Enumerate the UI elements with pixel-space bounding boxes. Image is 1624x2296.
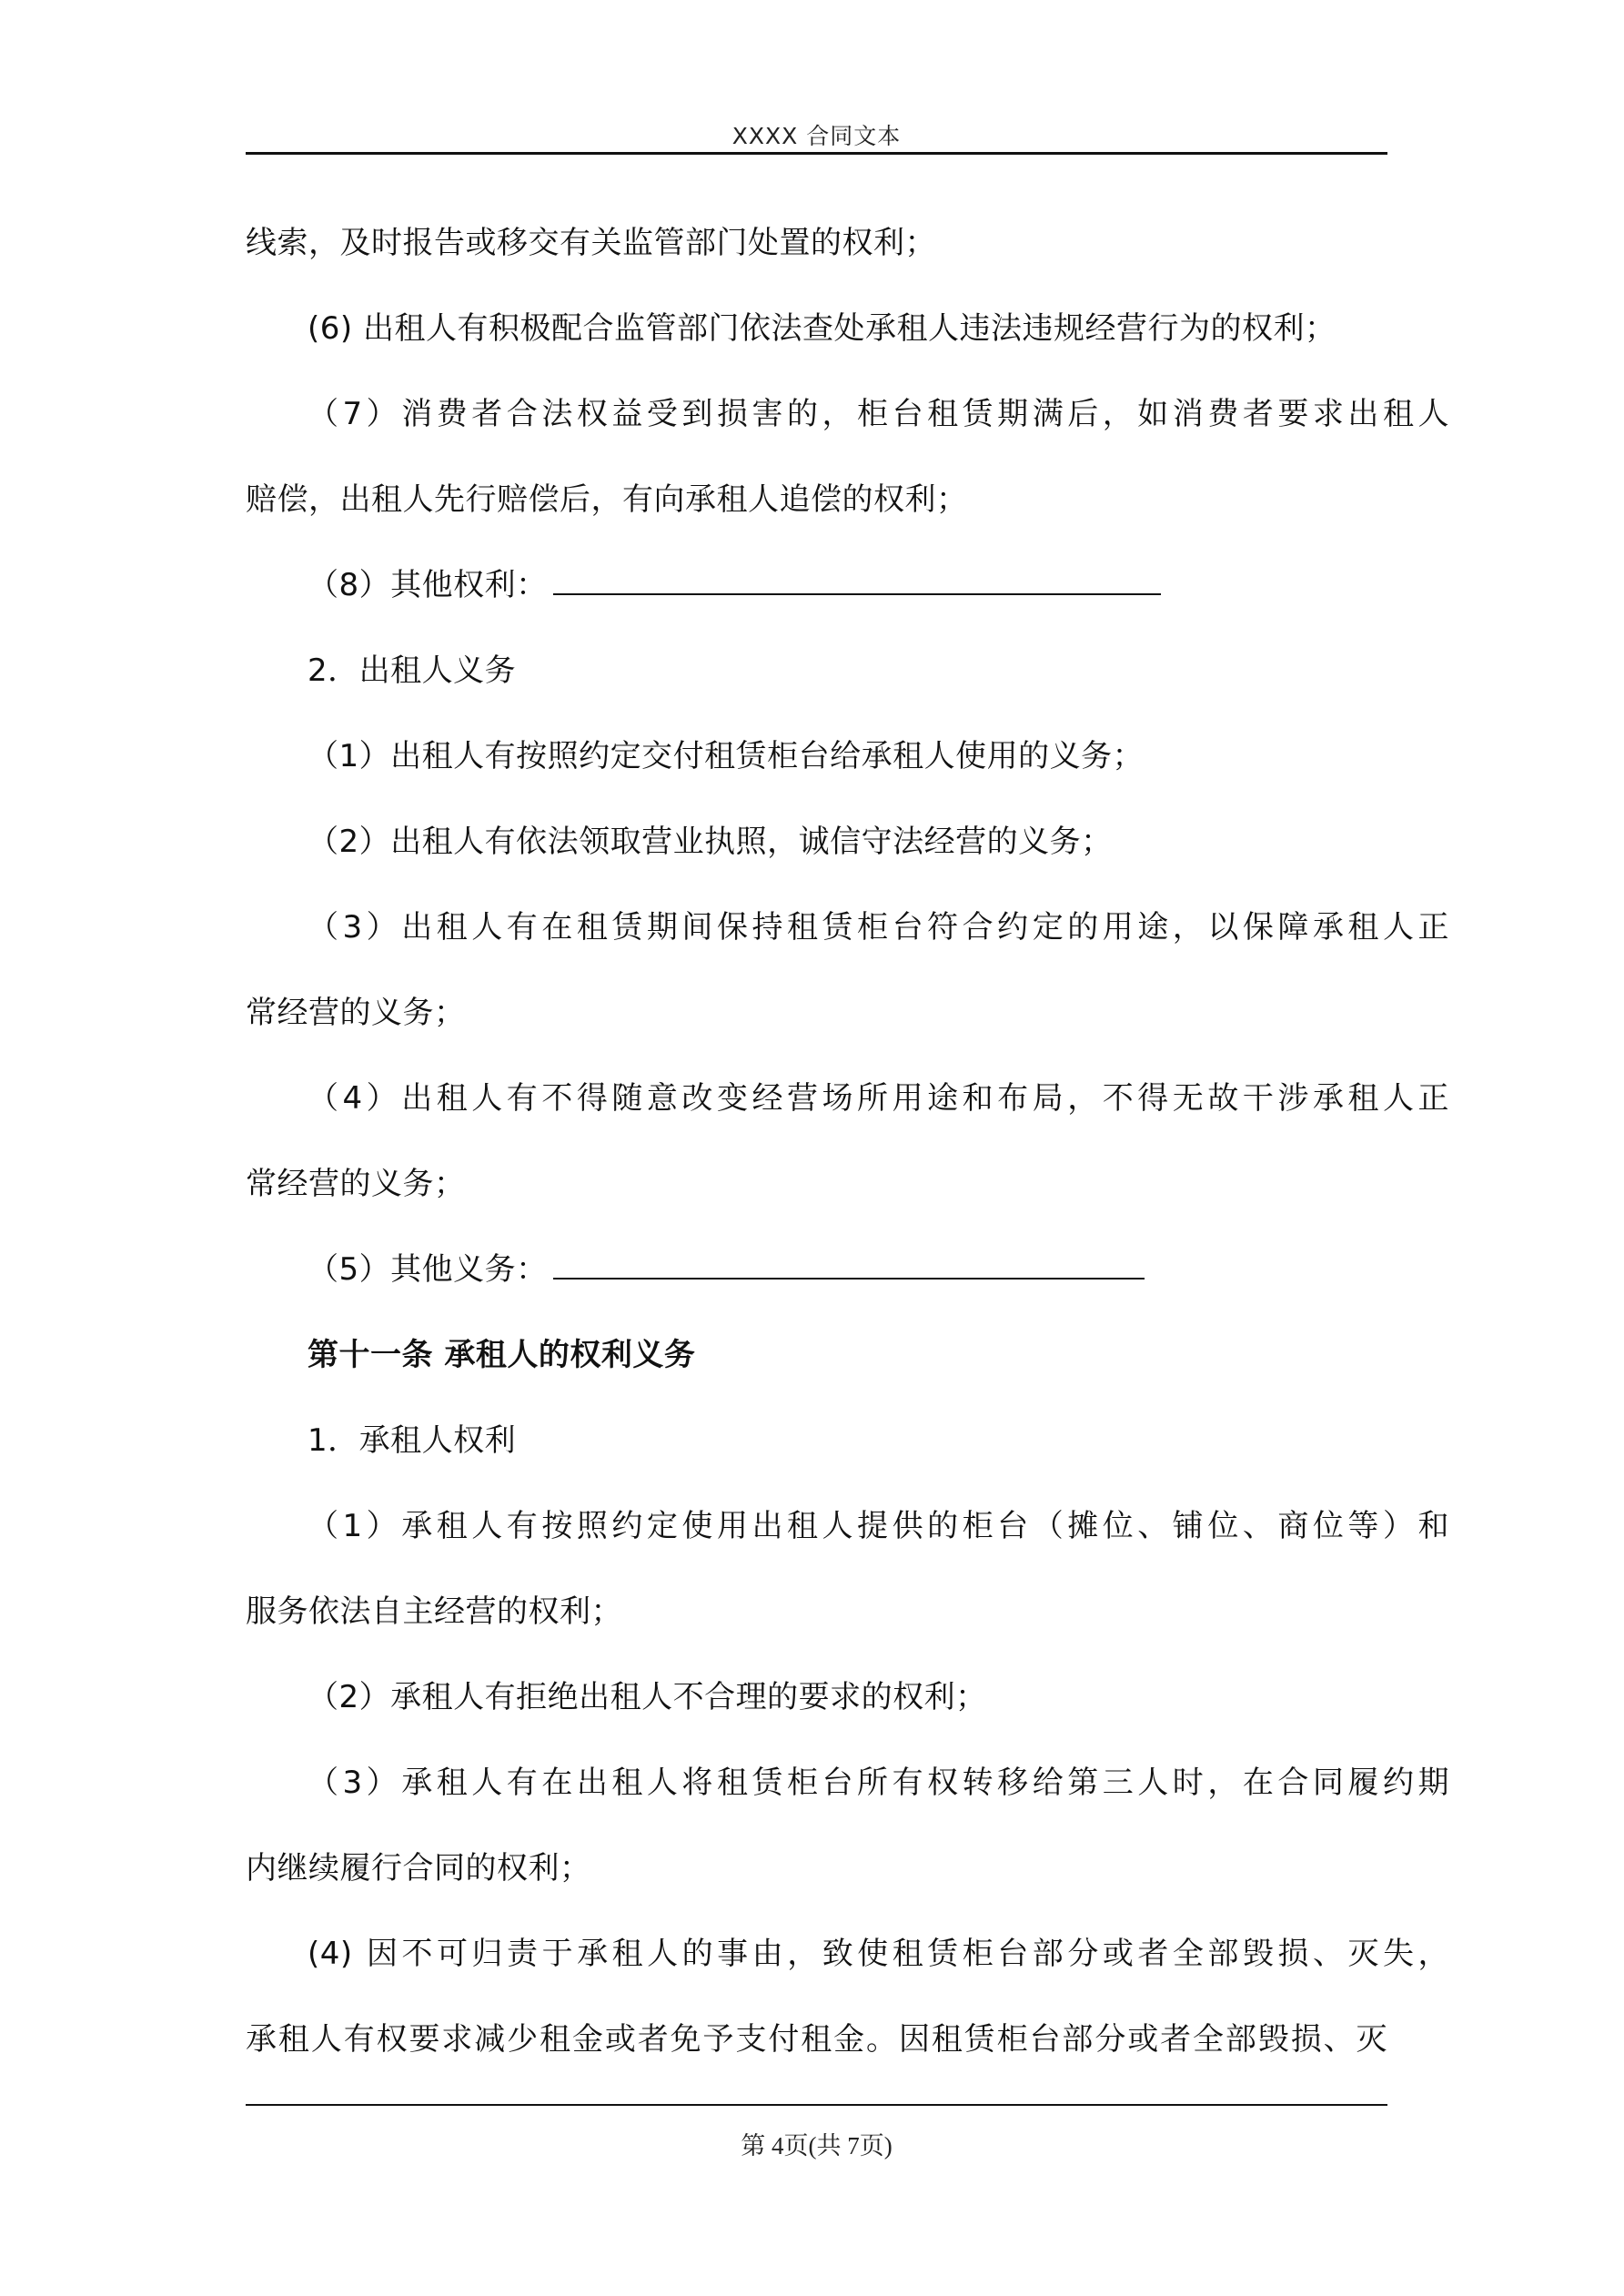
fill-in-blank-other-rights[interactable]: [553, 568, 1161, 595]
page-number: 第 4页(共 7页): [741, 2132, 893, 2159]
paragraph-line: 赔偿，出租人先行赔偿后，有向承租人追偿的权利；: [246, 481, 968, 518]
footer-divider: [246, 2104, 1387, 2106]
header-divider: [246, 152, 1387, 155]
clause-lessee-right-4: (4) 因不可归责于承租人的事由，致使租赁柜台部分或者全部毁损、灭失，: [308, 1936, 1449, 1972]
paragraph-line: 内继续履行合同的权利；: [246, 1850, 591, 1886]
header-title: XXXX 合同文本: [731, 123, 902, 149]
clause-lessor-obligation-3: （3）出租人有在租赁期间保持租赁柜台符合约定的用途，以保障承租人正: [308, 909, 1449, 946]
section-lessee-rights: 1．承租人权利: [308, 1422, 517, 1459]
clause-lessee-right-3: （3）承租人有在出租人将租赁柜台所有权转移给第三人时，在合同履约期: [308, 1765, 1449, 1801]
clause-lessor-right-6: (6) 出租人有积极配合监管部门依法查处承租人违法违规经营行为的权利；: [308, 310, 1337, 347]
document-body: [246, 200, 1449, 2082]
paragraph-line: 服务依法自主经营的权利；: [246, 1593, 622, 1630]
fill-in-blank-other-obligations[interactable]: [553, 1252, 1145, 1279]
clause-lessee-right-1: （1）承租人有按照约定使用出租人提供的柜台（摊位、铺位、商位等）和: [308, 1508, 1449, 1544]
clause-lessee-right-2: （2）承租人有拒绝出租人不合理的要求的权利；: [308, 1679, 987, 1715]
section-lessor-obligations: 2．出租人义务: [308, 652, 517, 689]
paragraph-line: 承租人有权要求减少租金或者免予支付租金。因租赁柜台部分或者全部毁损、灭: [246, 2021, 1387, 2058]
clause-lessor-right-8: [246, 542, 1392, 628]
article-11-heading: 第十一条 承租人的权利义务: [308, 1337, 696, 1373]
clause-lessor-obligation-5: [246, 1227, 1392, 1312]
clause-lessor-right-7: （7）消费者合法权益受到损害的，柜台租赁期满后，如消费者要求出租人: [308, 396, 1449, 432]
clause-lessor-obligation-4: （4）出租人有不得随意改变经营场所用途和布局，不得无故干涉承租人正: [308, 1080, 1449, 1117]
paragraph-line: 线索，及时报告或移交有关监管部门处置的权利；: [246, 225, 936, 261]
paragraph-line: 常经营的义务；: [246, 1166, 466, 1202]
clause-lessor-obligation-1: （1）出租人有按照约定交付租赁柜台给承租人使用的义务；: [308, 738, 1145, 774]
paragraph-line: 常经营的义务；: [246, 995, 466, 1031]
clause-lessor-obligation-2: （2）出租人有依法领取营业执照，诚信守法经营的义务；: [308, 824, 1113, 860]
clause-label: （8）其他权利：: [308, 567, 548, 603]
clause-label: （5）其他义务：: [308, 1251, 548, 1288]
